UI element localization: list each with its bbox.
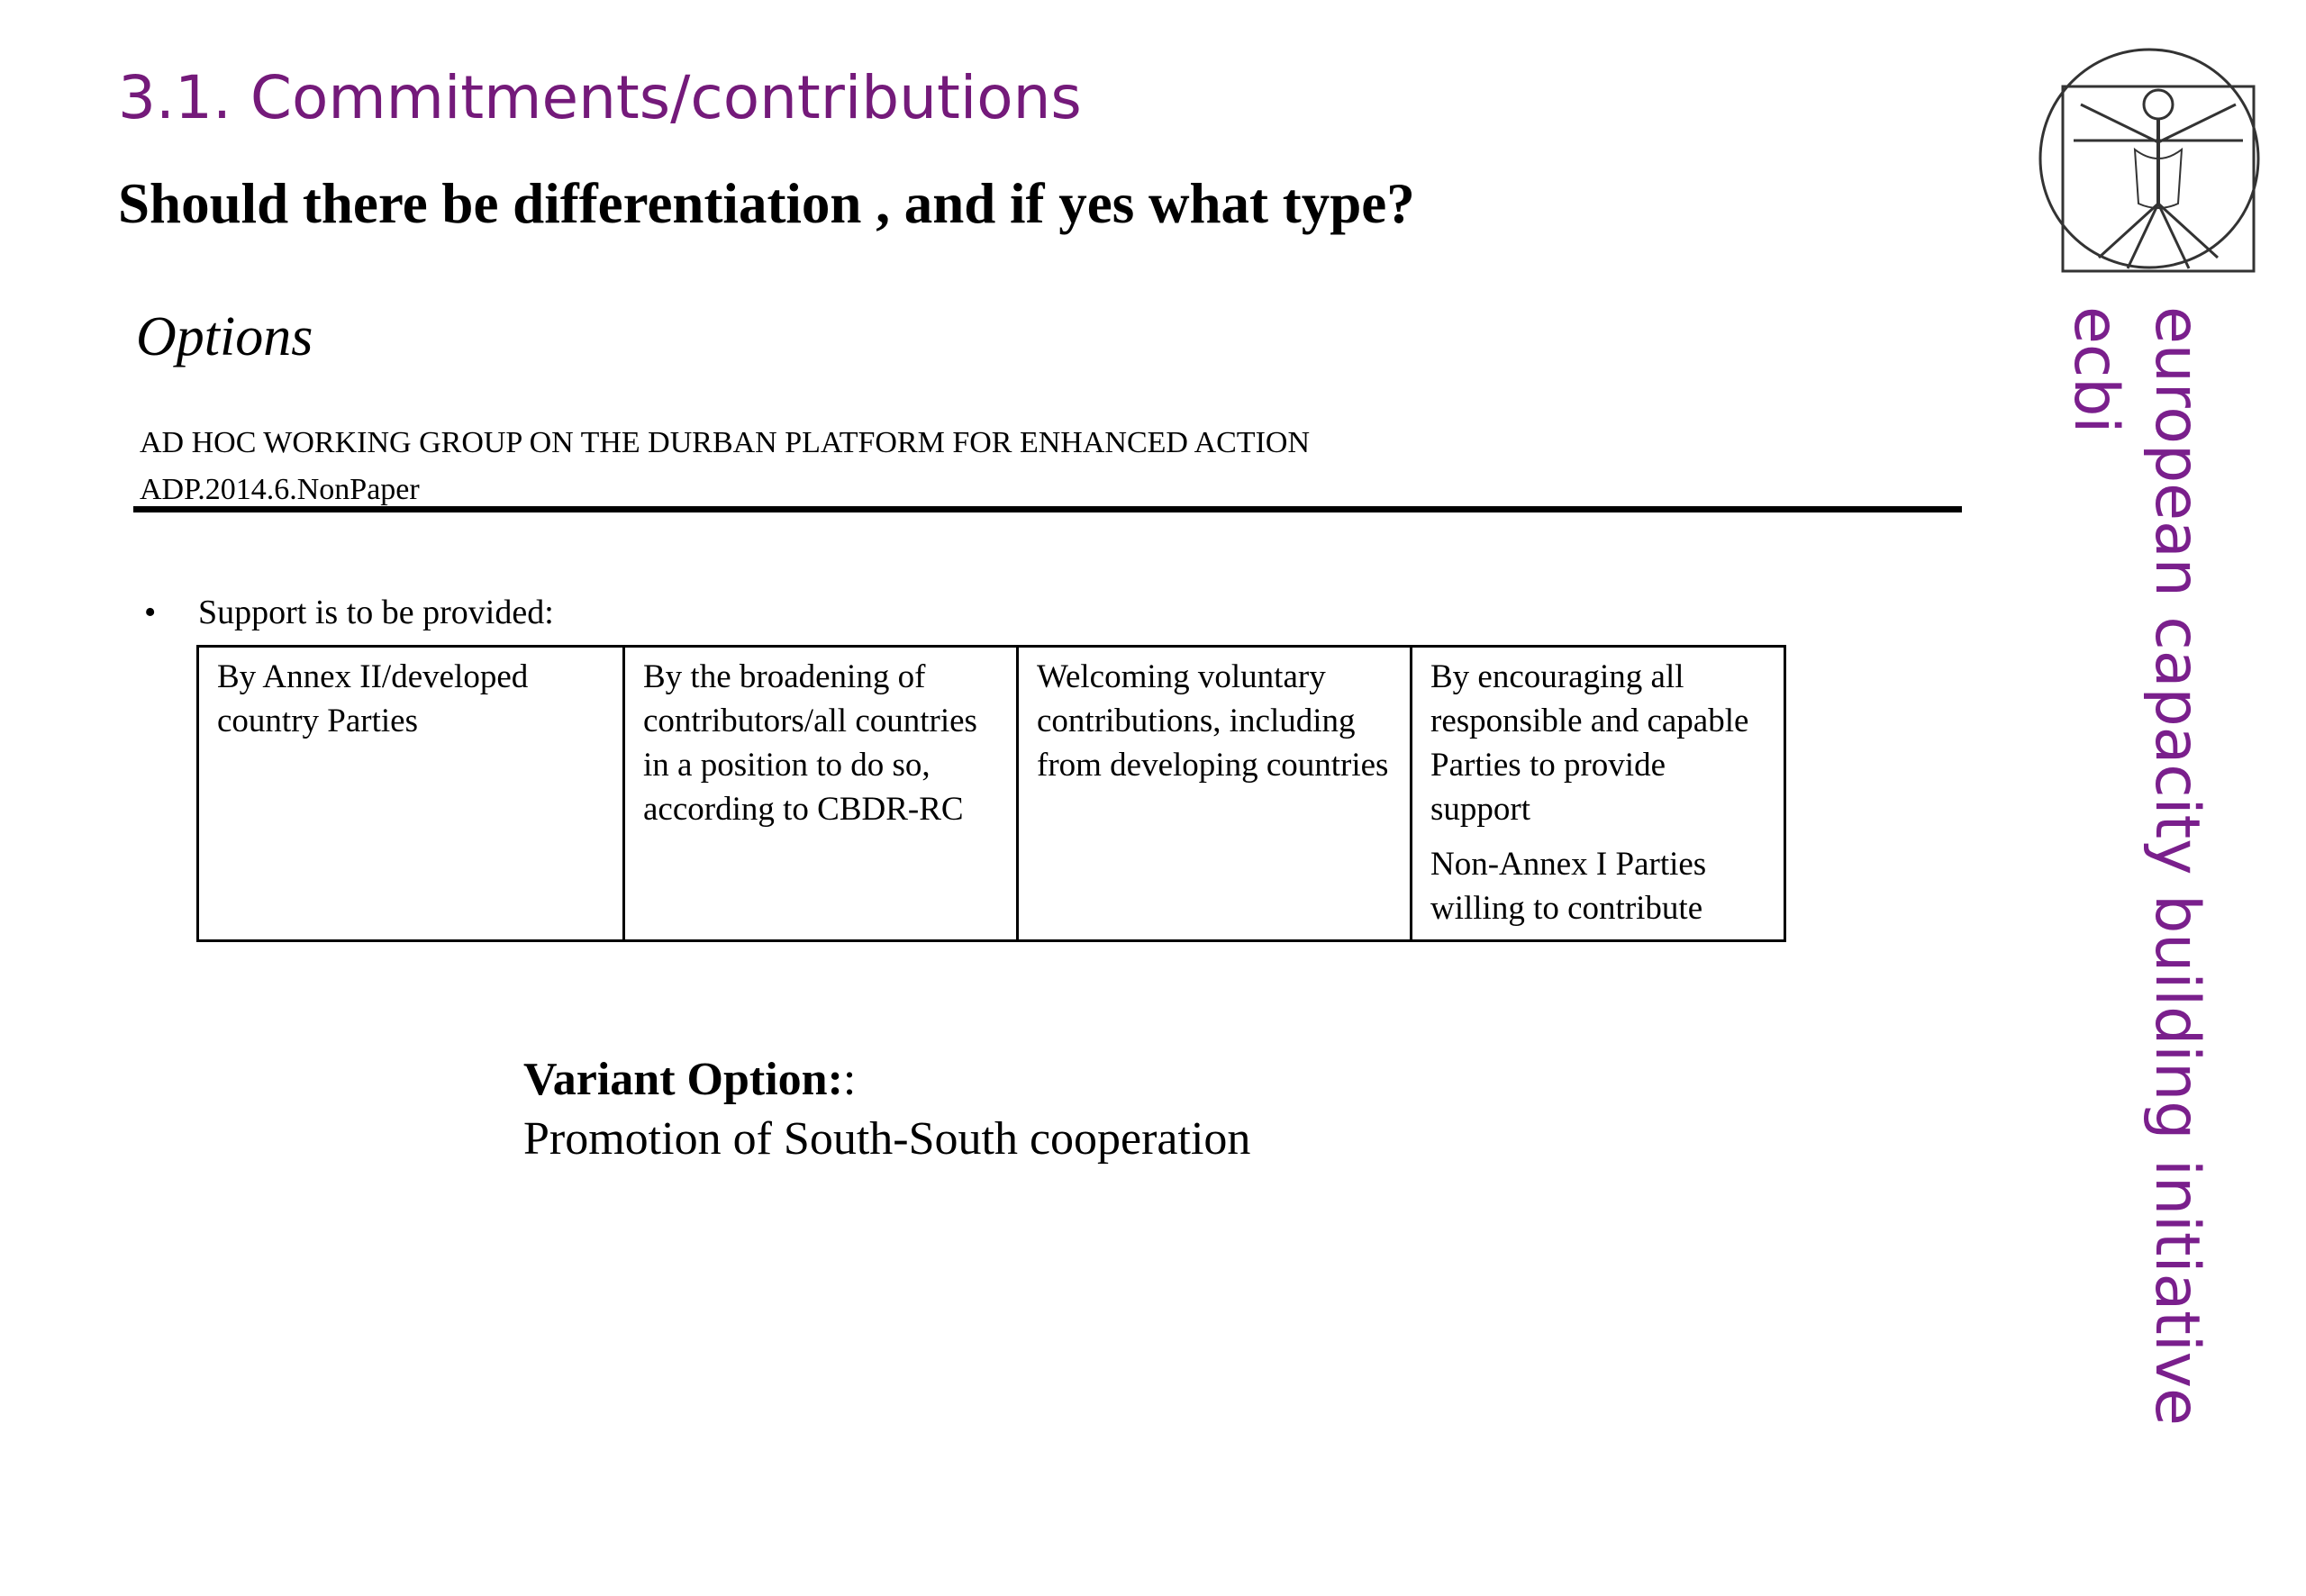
variant-option [523,1050,1250,1169]
table-cell [1018,647,1412,941]
document-header-title: AD HOC WORKING GROUP ON THE DURBAN PLATFORM FOR ENHANCED ACTION [140,426,1311,459]
table-cell [1412,647,1785,941]
vertical-brand [2060,306,2212,1426]
table-cell [198,647,624,941]
variant-title: Variant Option: [523,1054,843,1105]
document-header [140,420,1310,513]
bullet-item [144,594,554,632]
vitruvian-man-icon [2027,41,2270,276]
header-divider [133,506,1962,512]
brand-acronym: ecbi [2060,306,2131,434]
cell-text: By encouraging all responsible and capable Parties to provide support [1430,658,1749,828]
cell-text: Welcoming voluntary contributions, including from developing countries [1037,658,1389,784]
bullet-icon: • [144,594,157,631]
table-row [198,647,1785,941]
document-header-reference: ADP.2014.6.NonPaper [140,473,420,506]
cell-extra-text: Non-Annex I Parties willing to contribute [1430,846,1707,927]
bullet-text: Support is to be provided: [198,594,554,631]
cell-text: By the broadening of contributors/all countries in a position to do so, according to CBDR-RC [643,658,977,828]
variant-title-suffix: : [842,1054,857,1105]
brand-name: european capacity building initiative [2141,306,2212,1426]
cell-text: By Annex II/developed country Parties [217,658,529,739]
slide-title: 3.1. Commitments/contributions [118,63,1082,132]
options-table [196,645,1786,942]
options-label: Options [136,306,313,367]
slide-question: Should there be differentiation , and if yes what type? [118,172,1415,235]
table-cell [624,647,1018,941]
variant-text: Promotion of South-South cooperation [523,1113,1251,1165]
